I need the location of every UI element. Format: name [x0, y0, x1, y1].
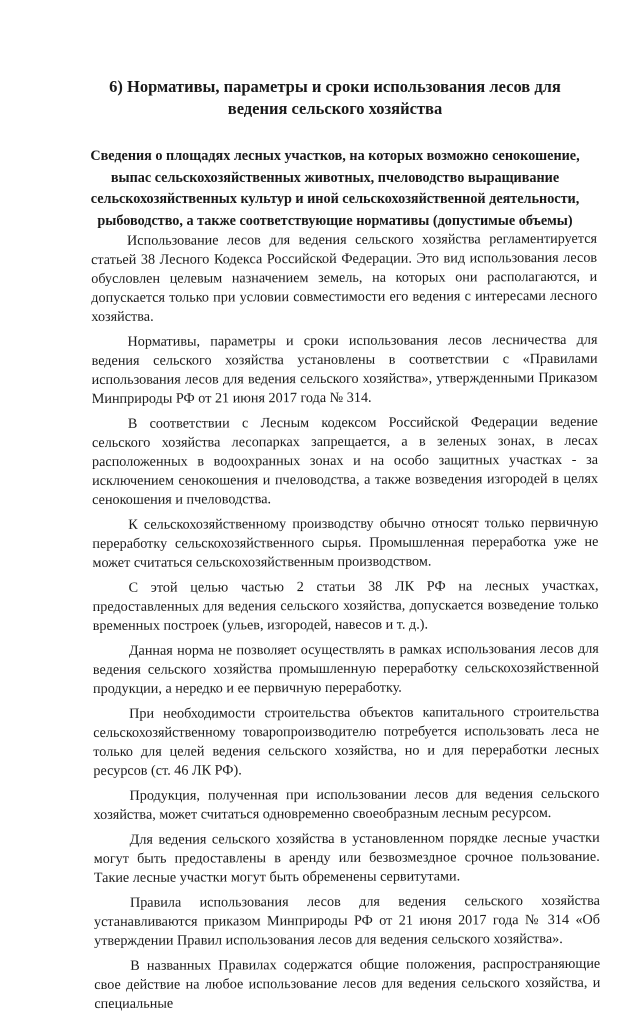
paragraph: Нормативы, параметры и сроки использования лесов лесничества для ведения сельского хозяйства установлены в соответствии с «Правилами использования лесов для ведения сельского хозяйства», утвержденными Приказом Минприроды РФ от 21 июня 2017 года № 314.: [91, 331, 598, 407]
paragraph: При необходимости строительства объектов капитального строительства сельскохозяйственному товаропроизводителю потребуется использовать леса не только для целей ведения сельского хозяйства, но и для переработки лесных ресурсов (ст. 46 ЛК РФ).: [93, 703, 600, 779]
paragraph: В соответствии с Лесным кодексом Российской Федерации ведение сельского хозяйства лесопарках запрещается, а в зеленых зонах, в лесах расположенных в водоохранных зонах и на особо защитных участках - за исключением сенокошения и пчеловодства, а также возведения изгородей в целях сенокошения и пчеловодства.: [91, 413, 599, 508]
paragraph: Продукция, полученная при использовании лесов для ведения сельского хозяйства, может считаться одновременно своеобразным лесным ресурсом.: [93, 785, 600, 823]
paragraph: Для ведения сельского хозяйства в установленном порядке лесные участки могут быть предоставлены в аренду или безвозмездное срочное пользование. Такие лесные участки могут быть обременены сервитутами.: [93, 829, 600, 886]
body-text: [91, 230, 600, 1017]
paragraph: С этой целью частью 2 статьи 38 ЛК РФ на лесных участках, предоставленных для ведения сельского хозяйства, допускается возведение только временных построек (ульев, изгородей, навесов и т. д.).: [92, 577, 599, 634]
paragraph: Данная норма не позволяет осуществлять в рамках использования лесов для ведения сельского хозяйства промышленную переработку сельскохозяйственной продукции, а нередко и ее первичную переработку.: [92, 640, 599, 697]
section-heading: 6) Нормативы, параметры и сроки использования лесов для ведения сельского хозяйства: [109, 77, 561, 118]
paragraph: Правила использования лесов для ведения сельского хозяйства устанавливаются приказом Минприроды РФ от 21 июня 2017 года № 314 «Об утверждении Правил использования лесов для ведения сельского хозяйства».: [93, 892, 601, 949]
section-subheading: Сведения о площадях лесных участков, на которых возможно сенокошение, выпас сельскохозяйственных животных, пчеловодство выращивание сельскохозяйственных культур и иной сельскохозяйственной деятельности, рыбоводство, а также соответствующие нормативы (допустимые объемы): [90, 148, 580, 229]
paragraph: К сельскохозяйственному производству обычно относят только первичную переработку сельскохозяйственного сырья. Промышленная переработка уже не может считаться сельскохозяйственным производством.: [92, 514, 599, 571]
paragraph: Использование лесов для ведения сельского хозяйства регламентируется статьей 38 Лесного Кодекса Российской Федерации. Это вид использования лесов обусловлен целевым назначением земель, на которых они располагаются, и допускается только при условии совместимости его ведения с интересами лесного хозяйства.: [91, 230, 598, 325]
paragraph: В названных Правилах содержатся общие положения, распространяющие свое действие на любое использование лесов для ведения сельского хозяйства, и специальные: [94, 955, 601, 1012]
